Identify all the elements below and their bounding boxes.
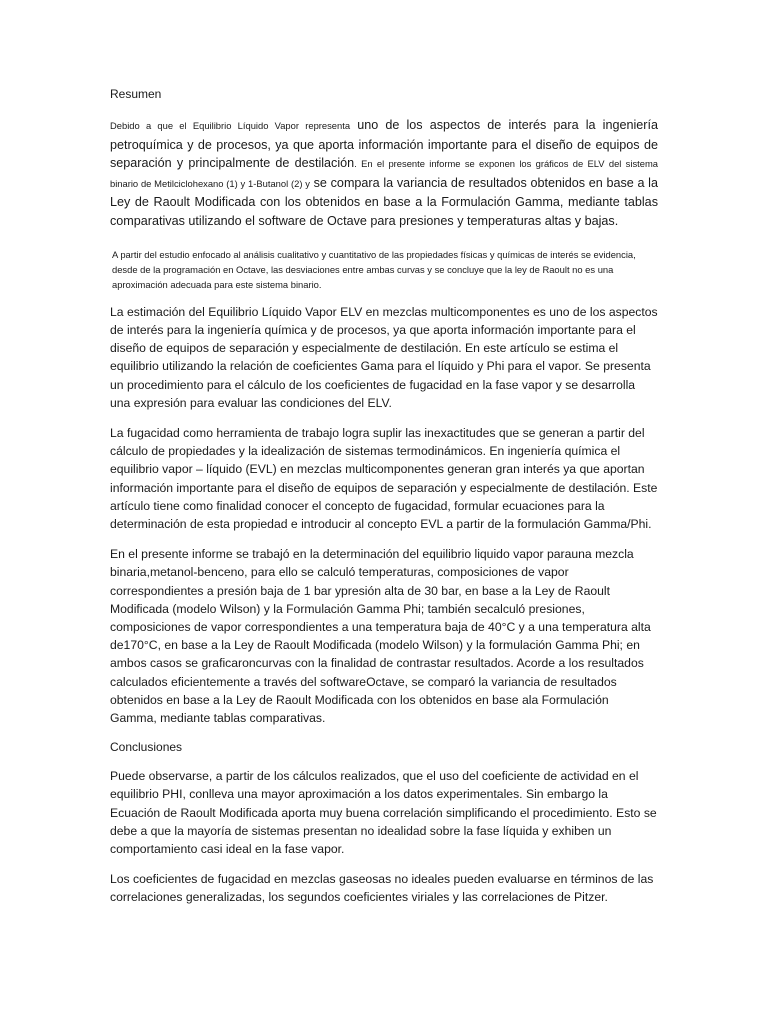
section-heading-resumen: Resumen xyxy=(110,87,162,101)
resumen-paragraph-2: A partir del estudio enfocado al análisis cualitativo y cuantitativo de las propiedades físicas y químicas de interés se evidencia, desde de la programación en Octave, las desviaciones entre ambas curvas y se concluye que la ley de Raoult no es una aproximación adecuada para este sistema binario. xyxy=(112,248,636,291)
resumen-p1-text-a: Debido a que el Equilibrio Líquido Vapor representa xyxy=(110,120,351,131)
resumen-paragraph-1 xyxy=(110,116,658,231)
resumen-p1-text-d: se compara la variancia de resultados obtenidos en base a la Ley de Raoult Modificada con los obtenidos en base a la Formulación Gamma, mediante tablas comparativas utilizando el software de Octave para presiones y temperaturas altas y bajas. xyxy=(110,175,658,228)
resumen-paragraph-4: La fugacidad como herramienta de trabajo logra suplir las inexactitudes que se generan a partir del cálculo de propiedades y la idealización de sistemas termodinámicos. En ingeniería química el equilibrio vapor – líquido (EVL) en mezclas multicomponentes generan gran interés ya que aportan información importante para el diseño de equipos de separación y especialmente de destilación. Este artículo tiene como finalidad conocer el concepto de fugacidad, formular ecuaciones para la determinación de esta propiedad e introducir al concepto EVL a partir de la formulación Gamma/Phi. xyxy=(110,426,658,532)
resumen-paragraph-3: La estimación del Equilibrio Líquido Vapor ELV en mezclas multicomponentes es uno de los aspectos de interés para la ingeniería química y de procesos, ya que aporta información importante para el diseño de equipos de separación y especialmente de destilación. En este artículo se estima el equilibrio utilizando la relación de coeficientes Gama para el líquido y Phi para el vapor. Se presenta un procedimiento para el cálculo de los coeficientes de fugacidad en la fase vapor y se desarrolla una expresión para evaluar las condiciones del ELV. xyxy=(110,304,658,410)
conclusiones-paragraph-2: Los coeficientes de fugacidad en mezclas gaseosas no ideales pueden evaluarse en términos de las correlaciones generalizadas, los segundos coeficientes viriales y las correlaciones de Pitzer. xyxy=(110,872,654,905)
document-body xyxy=(110,86,658,919)
resumen-p1-text-b: uno de los aspectos de interés para la ingeniería petroquímica y de procesos, ya que aporta información importante para el diseño de equipos de separación y principalmente de destilación xyxy=(110,118,658,171)
resumen-paragraph-5: En el presente informe se trabajó en la determinación del equilibrio liquido vapor parauna mezcla binaria,metanol-benceno, para ello se calculó temperaturas, composiciones de vapor correspondientes a presión baja de 1 bar ypresión alta de 30 bar, en base a la Ley de Raoult Modificada (modelo Wilson) y la Formulación Gamma Phi; también secalculó presiones, composiciones de vapor correspondientes a una temperatura baja de 40°C y a una temperatura alta de170°C, en base a la Ley de Raoult Modificada (modelo Wilson) y la formulación Gamma Phi; en ambos casos se graficaroncurvas con la finalidad de contrastar resultados. Acorde a los resultados calculados eficientemente a través del softwareOctave, se comparó la variancia de resultados obtenidos en base a la Ley de Raoult Modificada con los obtenidos en base ala Formulación Gamma, mediante tablas comparativas. xyxy=(110,547,651,726)
section-heading-conclusiones: Conclusiones xyxy=(110,740,183,755)
conclusiones-paragraph-1: Puede observarse, a partir de los cálculos realizados, que el uso del coeficiente de actividad en el equilibrio PHI, conlleva una mayor aproximación a los datos experimentales. Sin embargo la Ecuación de Raoult Modificada aporta muy buena correlación simplificando el procedimiento. Esto se debe a que la mayoría de sistemas presentan no idealidad sobre la fase líquida y exhiben un comportamiento casi ideal en la fase vapor. xyxy=(110,769,657,857)
resumen-p1-text-c: . En el presente informe se exponen los gráficos de ELV del sistema binario de Metilciclohexano (1) y 1-Butanol (2) y xyxy=(110,158,658,189)
